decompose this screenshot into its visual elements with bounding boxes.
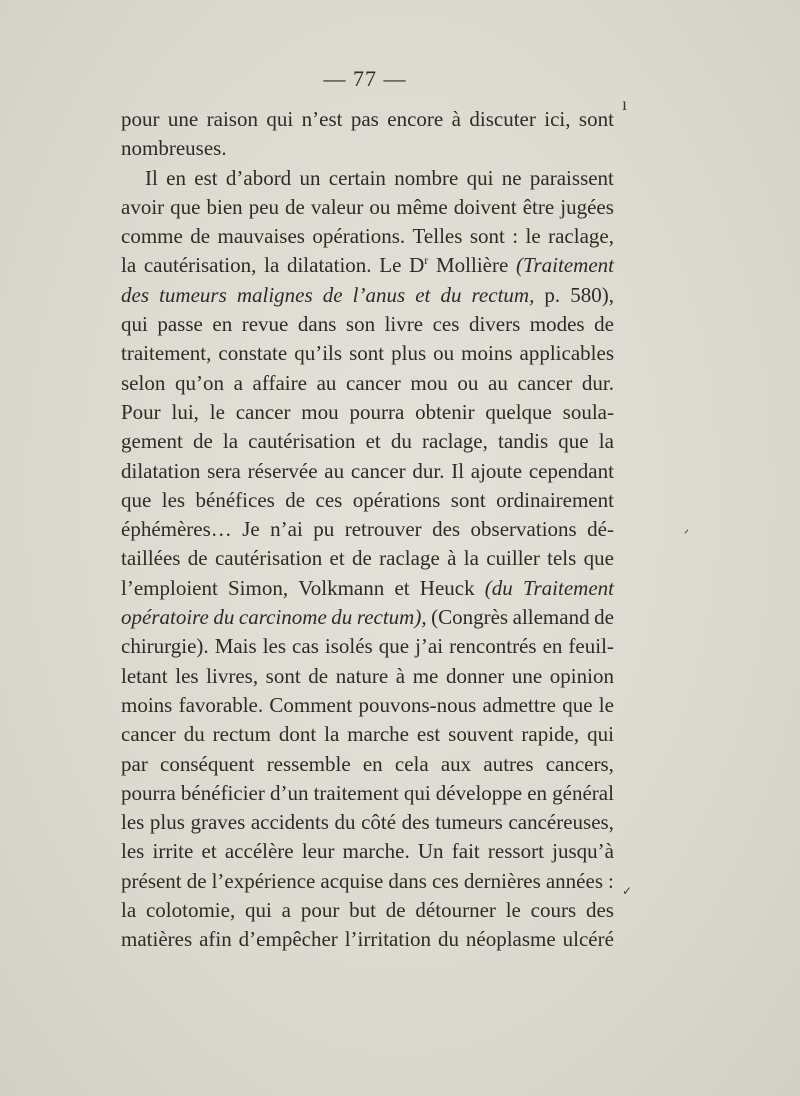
text-line <box>121 779 614 808</box>
word: autres <box>483 751 534 776</box>
word: du <box>440 282 462 307</box>
margin-mark: ı <box>622 94 628 114</box>
word: ressort <box>487 839 544 864</box>
word: sont <box>578 107 614 131</box>
word: de <box>322 282 343 307</box>
margin-mark: ᐟ <box>684 527 690 541</box>
word: (Traitement <box>516 253 614 278</box>
text-line <box>121 574 614 603</box>
word: en <box>542 634 563 659</box>
word: des <box>121 282 149 307</box>
word: sont <box>265 663 301 688</box>
word: raclage, <box>548 224 614 249</box>
word: Traitement <box>522 575 614 600</box>
word: de <box>186 868 207 893</box>
word: irrite <box>152 839 194 864</box>
word: matières <box>121 927 193 952</box>
word: la <box>222 429 239 454</box>
word: rapide, <box>521 722 580 747</box>
word: des <box>432 517 461 542</box>
word: jusqu’à <box>552 839 614 864</box>
word: n’ai <box>270 517 303 542</box>
word: le <box>525 224 541 249</box>
word: des <box>585 898 614 923</box>
word: Telles <box>412 224 463 249</box>
word: Mollière <box>435 253 509 278</box>
word: la <box>121 898 137 923</box>
word: ou <box>369 194 391 219</box>
word: pour <box>121 107 160 131</box>
word: et <box>201 839 217 864</box>
word: quelque <box>485 399 552 424</box>
word: du <box>183 722 205 747</box>
word: est <box>194 165 218 190</box>
text-line <box>121 925 614 954</box>
word: allemand <box>512 605 590 630</box>
text-line <box>121 281 614 310</box>
word: cas <box>292 634 319 659</box>
word: malignes <box>236 282 313 307</box>
word: discuter <box>469 107 536 131</box>
word: en <box>362 751 383 776</box>
word: dernières <box>463 868 541 893</box>
text-line <box>121 750 614 779</box>
text-line <box>121 251 614 280</box>
word: raison <box>206 107 258 131</box>
word: le <box>209 399 225 424</box>
word: souvent <box>448 722 514 747</box>
word: cautérisation <box>248 429 356 454</box>
word: ou <box>433 341 455 366</box>
word: cancer <box>350 458 406 483</box>
word: qui <box>121 312 148 337</box>
text-line <box>121 720 614 749</box>
word: bien <box>206 194 243 219</box>
word: mou <box>410 370 448 395</box>
word: a <box>233 370 243 395</box>
word: afin <box>199 927 232 952</box>
text-line <box>121 867 614 896</box>
word: en <box>166 165 186 190</box>
word: ces <box>431 868 459 893</box>
word: isolés <box>324 634 373 659</box>
text-line <box>121 808 614 837</box>
word: cuiller <box>486 546 540 571</box>
word: chirurgie). <box>121 634 209 659</box>
word: sont <box>349 341 385 366</box>
text-line <box>121 134 614 163</box>
text-line <box>121 457 614 486</box>
word: l’emploient <box>121 575 218 600</box>
word: encore <box>387 107 444 131</box>
text-line <box>121 222 614 251</box>
word: jugées <box>560 194 614 219</box>
word: de <box>285 194 305 219</box>
word: au <box>324 458 345 483</box>
word: rectum <box>212 722 271 747</box>
word: marche. <box>342 839 410 864</box>
text-line <box>121 105 614 134</box>
word: en <box>527 780 548 805</box>
word: moins <box>121 692 173 717</box>
word: dilatation. <box>286 253 372 278</box>
word: $D^r$ <box>409 253 429 278</box>
word: l’irritation <box>344 927 432 952</box>
word: p. <box>544 282 561 307</box>
word: marche <box>347 722 409 747</box>
page-number: — 77 — <box>323 66 407 91</box>
word: tandis <box>498 429 549 454</box>
word: conséquent <box>160 751 255 776</box>
word: passe <box>157 312 203 337</box>
word: pas <box>350 107 379 131</box>
word: présent <box>121 868 182 893</box>
word: dilatation <box>121 458 201 483</box>
word: Un <box>417 839 444 864</box>
word: avoir <box>121 194 165 219</box>
word: graves <box>190 810 246 835</box>
text-line <box>121 193 614 222</box>
word: et <box>365 429 381 454</box>
word: et <box>394 575 410 600</box>
text-line <box>121 339 614 368</box>
word: n’est <box>301 107 343 131</box>
word: (Congrès <box>431 605 509 630</box>
word: les <box>121 810 145 835</box>
word: du <box>390 429 412 454</box>
word: le <box>505 898 521 923</box>
margin-mark: ✓ <box>622 884 633 898</box>
word: de <box>385 898 406 923</box>
word: dans <box>388 868 427 893</box>
word: de <box>285 487 306 512</box>
word: ces <box>315 487 343 512</box>
word: ressemble <box>266 751 351 776</box>
word: général <box>552 780 614 805</box>
word: livre <box>384 312 424 337</box>
word: tels <box>547 546 577 571</box>
word: qui <box>403 780 431 805</box>
word: aux <box>440 751 472 776</box>
word: Il <box>145 165 158 190</box>
word: comme <box>121 224 183 249</box>
word: développe <box>435 780 523 805</box>
word: constate <box>218 341 288 366</box>
text-line <box>121 662 614 691</box>
word: la <box>463 546 479 571</box>
word: j’ai <box>415 634 444 659</box>
word: opérations. <box>312 224 406 249</box>
text-line <box>121 544 614 573</box>
word: une <box>167 107 199 131</box>
word: admettre <box>482 692 556 717</box>
word: est <box>416 722 441 747</box>
word: ici, <box>544 107 571 131</box>
word: qu’on <box>174 370 224 395</box>
word: nombreuses. <box>121 136 227 161</box>
word: Le <box>379 253 402 278</box>
word: qui <box>266 107 294 131</box>
word: (du <box>484 575 513 600</box>
word: carcinome <box>238 605 327 630</box>
word: pourra <box>349 399 405 424</box>
word: Je <box>242 517 260 542</box>
word: du <box>331 605 353 630</box>
word: que <box>558 429 589 454</box>
word: donner <box>445 663 505 688</box>
text-line <box>121 310 614 339</box>
word: certain <box>328 165 386 190</box>
word: côté <box>361 810 397 835</box>
word: bénéficier <box>180 780 265 805</box>
word: les <box>121 839 145 864</box>
text-line <box>121 369 614 398</box>
word: qui <box>245 898 272 923</box>
word: être <box>522 194 555 219</box>
word: que <box>170 194 201 219</box>
word: le <box>598 692 614 717</box>
word: rencontrés <box>449 634 537 659</box>
word: par <box>121 751 148 776</box>
text-line <box>121 691 614 720</box>
word: ordinairement <box>496 487 614 512</box>
word: de <box>308 663 329 688</box>
word: lui, <box>171 399 199 424</box>
word: plus <box>391 341 427 366</box>
word: moins <box>461 341 513 366</box>
word: paraissent <box>529 165 614 190</box>
word: tumeurs <box>435 810 503 835</box>
word: retrouver <box>344 517 422 542</box>
word: que <box>378 634 410 659</box>
word: les <box>161 487 186 512</box>
word: Simon, <box>228 575 289 600</box>
word: pourra <box>121 780 176 805</box>
word: accidents <box>250 810 329 835</box>
word: traitement <box>313 780 399 805</box>
word: cependant <box>528 458 614 483</box>
word: doivent <box>453 194 517 219</box>
word: modes <box>529 312 585 337</box>
word: cancer <box>346 370 401 395</box>
word: Volkmann <box>298 575 385 600</box>
text-line <box>121 896 614 925</box>
word: du <box>437 927 459 952</box>
word: d’un <box>269 780 309 805</box>
word: livres, <box>206 663 259 688</box>
word: dur. <box>581 370 614 395</box>
word: et <box>329 546 345 571</box>
word: cancéreuses, <box>508 810 614 835</box>
word: observations <box>470 517 577 542</box>
word: taillées <box>121 546 181 571</box>
word: bénéfices <box>195 487 275 512</box>
word: opérations <box>352 487 441 512</box>
word: la <box>264 253 280 278</box>
text-line <box>121 515 614 544</box>
word: opératoire <box>121 605 209 630</box>
word: valeur <box>310 194 364 219</box>
word: en <box>212 312 233 337</box>
word: rectum), <box>356 605 427 630</box>
word: dur. <box>412 458 445 483</box>
word: divers <box>468 312 521 337</box>
word: soula- <box>562 399 614 424</box>
word: cautérisation <box>214 546 323 571</box>
word: cancers, <box>545 751 614 776</box>
word: années <box>545 868 603 893</box>
word: l’expérience <box>211 868 316 893</box>
word: que <box>562 692 593 717</box>
word: la <box>324 722 340 747</box>
word: Comment <box>269 692 353 717</box>
word: du <box>334 810 356 835</box>
word: raclage, <box>422 429 488 454</box>
word: 580), <box>570 282 614 307</box>
word: cautérisation, <box>143 253 257 278</box>
word: ulcéré <box>562 927 614 952</box>
word: : <box>512 224 519 249</box>
word: ces <box>432 312 460 337</box>
word: d’abord <box>225 165 292 190</box>
word: opinion <box>549 663 614 688</box>
word: mou <box>301 399 339 424</box>
word: son <box>345 312 376 337</box>
word: dans <box>297 312 337 337</box>
word: gement <box>121 429 183 454</box>
word: des <box>401 810 430 835</box>
word: ou <box>457 370 479 395</box>
word: un <box>299 165 321 190</box>
word: acquise <box>320 868 384 893</box>
word: la <box>121 253 137 278</box>
word: ajoute <box>470 458 523 483</box>
word: nature <box>335 663 389 688</box>
word: cela <box>394 751 429 776</box>
word: affaire <box>252 370 307 395</box>
text-line <box>121 164 614 193</box>
word: letant <box>121 663 168 688</box>
word: favorable. <box>178 692 264 717</box>
word: tumeurs <box>159 282 227 307</box>
word: ne <box>501 165 522 190</box>
word: me <box>412 663 439 688</box>
word: peu <box>248 194 280 219</box>
word: de <box>352 546 372 571</box>
word: néoplasme <box>465 927 556 952</box>
word: à <box>447 546 457 571</box>
word: les <box>175 663 199 688</box>
word: traitement, <box>121 341 212 366</box>
word: mauvaises <box>217 224 305 249</box>
word: détourner <box>415 898 496 923</box>
text-line <box>121 398 614 427</box>
word: pouvons-nous <box>358 692 477 717</box>
word: raclage <box>379 546 440 571</box>
word: du <box>213 605 235 630</box>
word: plus <box>149 810 185 835</box>
word: l’anus <box>352 282 406 307</box>
word: rectum, <box>471 282 535 307</box>
word: nombre <box>394 165 459 190</box>
body-text <box>121 105 614 955</box>
word: pour <box>300 898 340 923</box>
word: même <box>396 194 448 219</box>
word: a <box>281 898 291 923</box>
word: dé- <box>587 517 614 542</box>
word: selon <box>121 370 166 395</box>
word: éphémères… <box>121 517 232 542</box>
word: que <box>583 546 614 571</box>
word: à <box>451 107 461 131</box>
text-line <box>121 486 614 515</box>
word: Pour <box>121 399 161 424</box>
text-line <box>121 837 614 866</box>
text-line <box>121 603 614 632</box>
word: de <box>187 546 208 571</box>
word: but <box>349 898 376 923</box>
text-line <box>121 632 614 661</box>
word: obtenir <box>415 399 475 424</box>
word: cancer <box>517 370 573 395</box>
word: sont <box>469 224 505 249</box>
word: sera <box>207 458 241 483</box>
word: les <box>262 634 287 659</box>
word: cancer <box>121 722 176 747</box>
word: la <box>598 429 614 454</box>
word: : <box>608 868 614 893</box>
word: cours <box>530 898 577 923</box>
word: accélère <box>224 839 294 864</box>
word: à <box>395 663 406 688</box>
word: et <box>415 282 431 307</box>
word: feuil- <box>568 634 614 659</box>
word: de <box>192 429 213 454</box>
word: de <box>190 224 211 249</box>
word: au <box>488 370 508 395</box>
word: cancer <box>235 399 291 424</box>
word: au <box>316 370 337 395</box>
word: dont <box>278 722 317 747</box>
word: sont <box>450 487 486 512</box>
word: Heuck <box>419 575 475 600</box>
text-line <box>121 427 614 456</box>
word: colotomie, <box>145 898 236 923</box>
word: fait <box>451 839 480 864</box>
word: de <box>594 605 614 630</box>
word: qu’ils <box>294 341 343 366</box>
word: réservée <box>247 458 318 483</box>
word: d’empêcher <box>238 927 338 952</box>
word: de <box>594 312 614 337</box>
word: que <box>121 487 152 512</box>
word: Mais <box>214 634 257 659</box>
word: applicables <box>519 341 614 366</box>
word: Il <box>451 458 465 483</box>
word: qui <box>466 165 494 190</box>
word: une <box>511 663 543 688</box>
word: pu <box>313 517 335 542</box>
word: leur <box>301 839 335 864</box>
word: qui <box>587 722 614 747</box>
word: revue <box>241 312 289 337</box>
